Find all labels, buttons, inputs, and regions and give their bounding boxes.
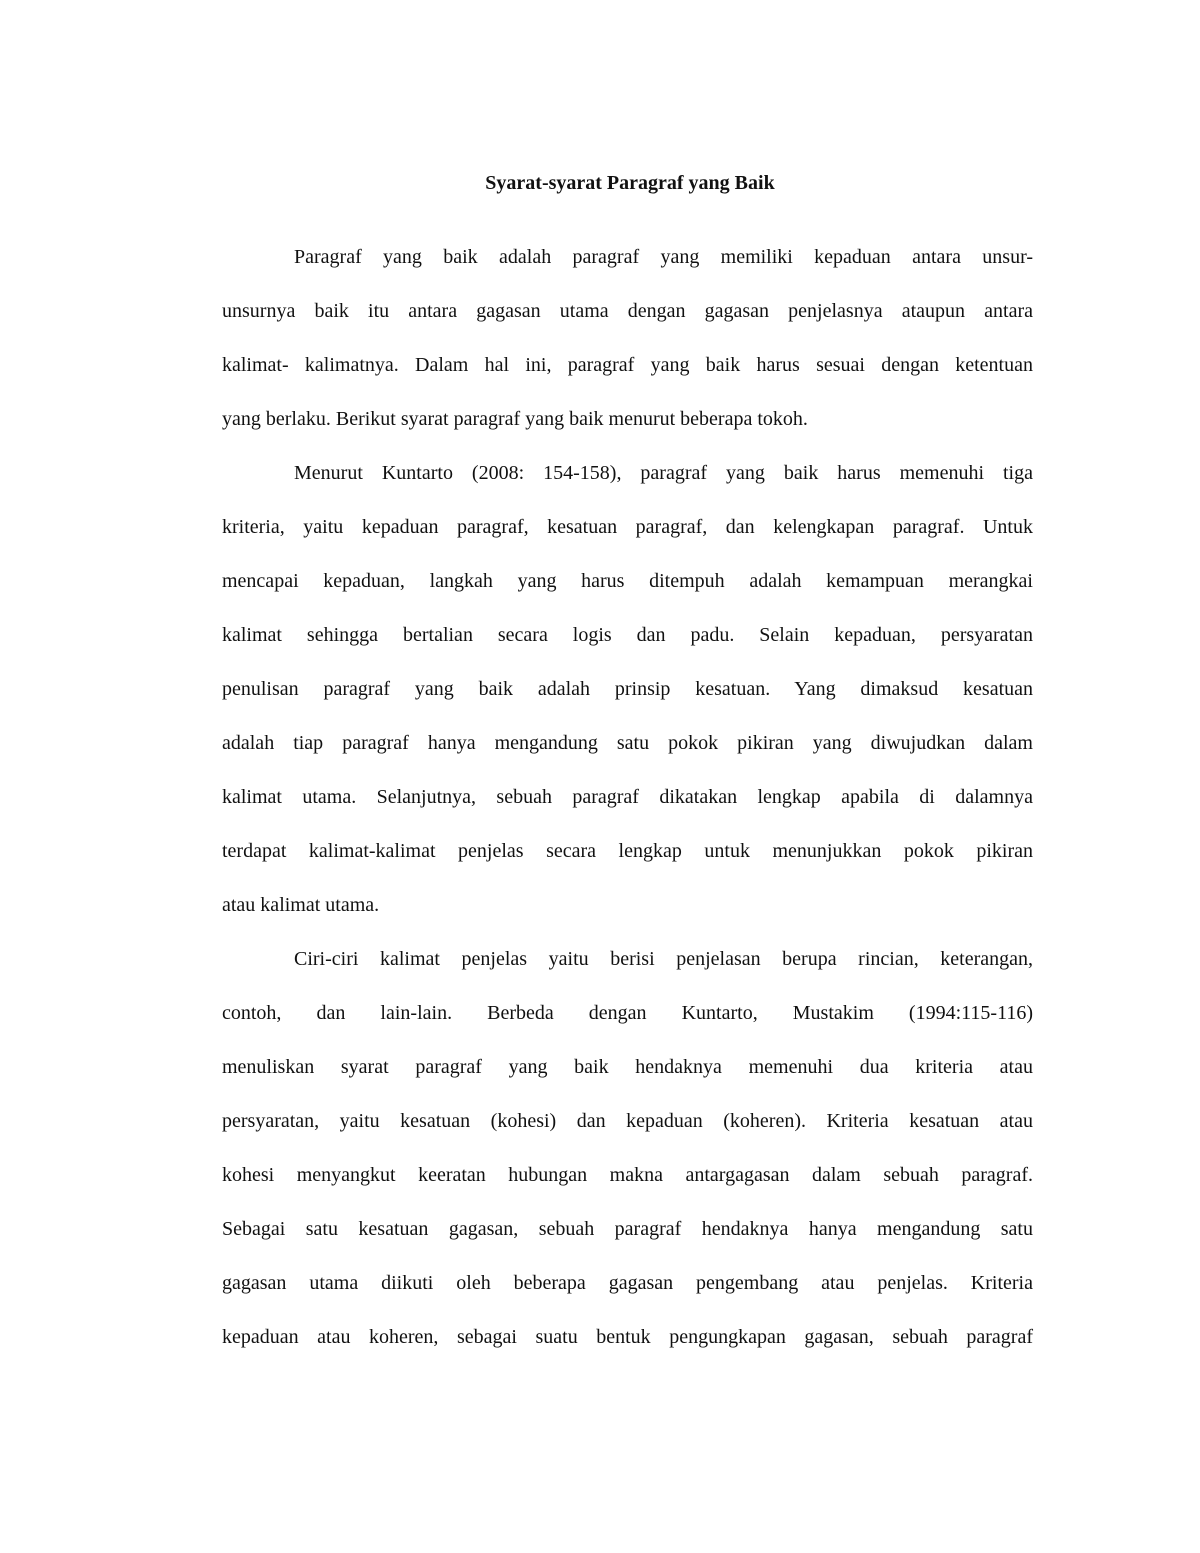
text-line: mencapai kepaduan, langkah yang harus ditempuh adalah kemampuan merangkai <box>222 570 1033 592</box>
text-line: menuliskan syarat paragraf yang baik hendaknya memenuhi dua kriteria atau <box>222 1056 1033 1078</box>
text-line: Ciri-ciri kalimat penjelas yaitu berisi penjelasan berupa rincian, keterangan, <box>294 948 1033 970</box>
text-line: kepaduan atau koheren, sebagai suatu bentuk pengungkapan gagasan, sebuah paragraf <box>222 1326 1033 1348</box>
text-line: gagasan utama diikuti oleh beberapa gagasan pengembang atau penjelas. Kriteria <box>222 1272 1033 1294</box>
text-line: Paragraf yang baik adalah paragraf yang memiliki kepaduan antara unsur- <box>294 246 1033 268</box>
text-line: kalimat- kalimatnya. Dalam hal ini, paragraf yang baik harus sesuai dengan ketentuan <box>222 354 1033 376</box>
text-line: contoh, dan lain-lain. Berbeda dengan Kuntarto, Mustakim (1994:115-116) <box>222 1002 1033 1024</box>
text-line: unsurnya baik itu antara gagasan utama dengan gagasan penjelasnya ataupun antara <box>222 300 1033 322</box>
text-line: kalimat sehingga bertalian secara logis dan padu. Selain kepaduan, persyaratan <box>222 624 1033 646</box>
text-line: kohesi menyangkut keeratan hubungan makna antargagasan dalam sebuah paragraf. <box>222 1164 1033 1186</box>
text-line: Sebagai satu kesatuan gagasan, sebuah paragraf hendaknya hanya mengandung satu <box>222 1218 1033 1240</box>
text-line: Menurut Kuntarto (2008: 154-158), paragraf yang baik harus memenuhi tiga <box>294 462 1033 484</box>
text-line: penulisan paragraf yang baik adalah prinsip kesatuan. Yang dimaksud kesatuan <box>222 678 1033 700</box>
text-line: yang berlaku. Berikut syarat paragraf yang baik menurut beberapa tokoh. <box>222 408 808 430</box>
text-line: atau kalimat utama. <box>222 894 380 916</box>
text-line: persyaratan, yaitu kesatuan (kohesi) dan kepaduan (koheren). Kriteria kesatuan atau <box>222 1110 1033 1132</box>
text-line: terdapat kalimat-kalimat penjelas secara lengkap untuk menunjukkan pokok pikiran <box>222 840 1033 862</box>
text-line: adalah tiap paragraf hanya mengandung satu pokok pikiran yang diwujudkan dalam <box>222 732 1033 754</box>
page-title: Syarat-syarat Paragraf yang Baik <box>485 172 775 194</box>
text-line: kalimat utama. Selanjutnya, sebuah paragraf dikatakan lengkap apabila di dalamnya <box>222 786 1033 808</box>
text-line: kriteria, yaitu kepaduan paragraf, kesatuan paragraf, dan kelengkapan paragraf. Untuk <box>222 516 1033 538</box>
